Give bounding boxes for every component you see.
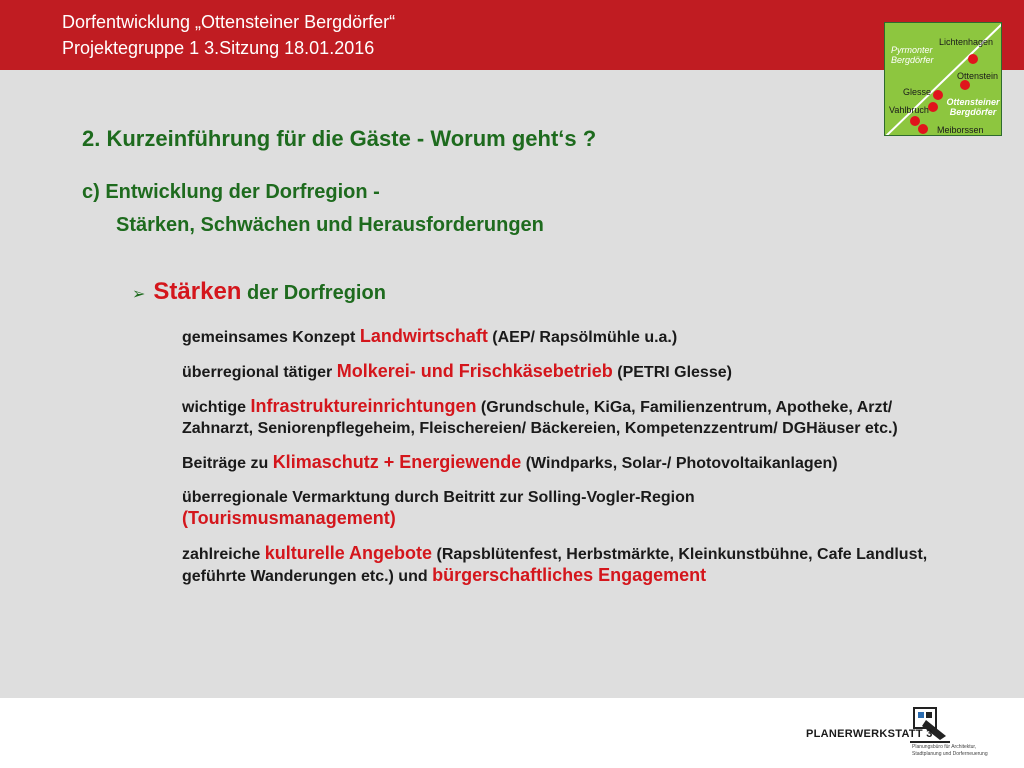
logo-label-bergdoerfer: Bergdörfer [891, 55, 934, 65]
footer-company-name: PLANERWERKSTATT 3 [806, 728, 933, 740]
header-session: Projektegruppe 1 3.Sitzung 18.01.2016 [62, 38, 375, 58]
slide-title: 2. Kurzeinführung für die Gäste - Worum geht‘s ? [82, 126, 597, 151]
village-dot-center [928, 102, 938, 112]
logo-label-glesse: Glesse [903, 87, 932, 97]
logo-label-meiborssen: Meiborssen [937, 125, 984, 135]
section-subheading: Stärken, Schwächen und Herausforderungen [116, 214, 544, 236]
arrow-bullet-icon: ➢ [132, 286, 146, 303]
bullet-highlight: Stärken [153, 278, 242, 305]
list-item: zahlreiche kulturelle Angebote (Rapsblütenfest, Herbstmärkte, Kleinkunstbühne, Cafe Landlust, geführte Wanderungen etc.) und bürgerschaftliches Engagement [182, 543, 928, 585]
list-item: wichtige Infrastruktureinrichtungen (Grundschule, KiGa, Familienzentrum, Apotheke, Arzt/ Zahnarzt, Seniorenpflegeheim, Fleischereien/ Bäckereien, Kompetenzzentrum/ DGHäuser etc.) [182, 396, 898, 437]
village-dot-lichtenhagen [968, 54, 978, 64]
building-icon [906, 706, 966, 746]
logo-label-pyrmonter: Pyrmonter [891, 45, 933, 55]
list-item: Beiträge zu Klimaschutz + Energiewende (Windparks, Solar-/ Photovoltaikanlagen) [182, 452, 838, 472]
section-heading: c) Entwicklung der Dorfregion - [82, 181, 380, 203]
bullet-heading [132, 278, 386, 309]
planerwerkstatt-logo [800, 706, 1000, 762]
logo-label-bergdoerfer-2: Bergdörfer [949, 107, 997, 117]
region-map-logo [884, 22, 1002, 136]
list-item: gemeinsames Konzept Landwirtschaft (AEP/ Rapsölmühle u.a.) [182, 326, 678, 346]
village-dot-vahlbruch [910, 116, 920, 126]
bullet-rest: der Dorfregion [241, 282, 386, 304]
header-bar [0, 0, 1024, 70]
logo-label-lichtenhagen: Lichtenhagen [939, 37, 994, 47]
logo-label-ottensteiner: Ottensteiner [946, 97, 1000, 107]
village-dot-ottenstein [960, 80, 970, 90]
header-title: Dorfentwicklung „Ottensteiner Bergdörfer“ [62, 12, 396, 32]
logo-label-vahlbruch: Vahlbruch [889, 105, 929, 115]
list-item: überregional tätiger Molkerei- und Frischkäsebetrieb (PETRI Glesse) [182, 361, 732, 381]
village-dot-glesse [933, 90, 943, 100]
list-item: überregionale Vermarktung durch Beitritt zur Solling-Vogler-Region (Tourismusmanagement) [182, 489, 695, 528]
village-dot-meiborssen [918, 124, 928, 134]
footer-tagline-2: Stadtplanung und Dorferneuerung [912, 751, 988, 757]
logo-label-ottenstein: Ottenstein [957, 71, 999, 81]
strengths-list [182, 326, 1002, 600]
footer-tagline-1: Planungsbüro für Architektur, [912, 744, 977, 750]
